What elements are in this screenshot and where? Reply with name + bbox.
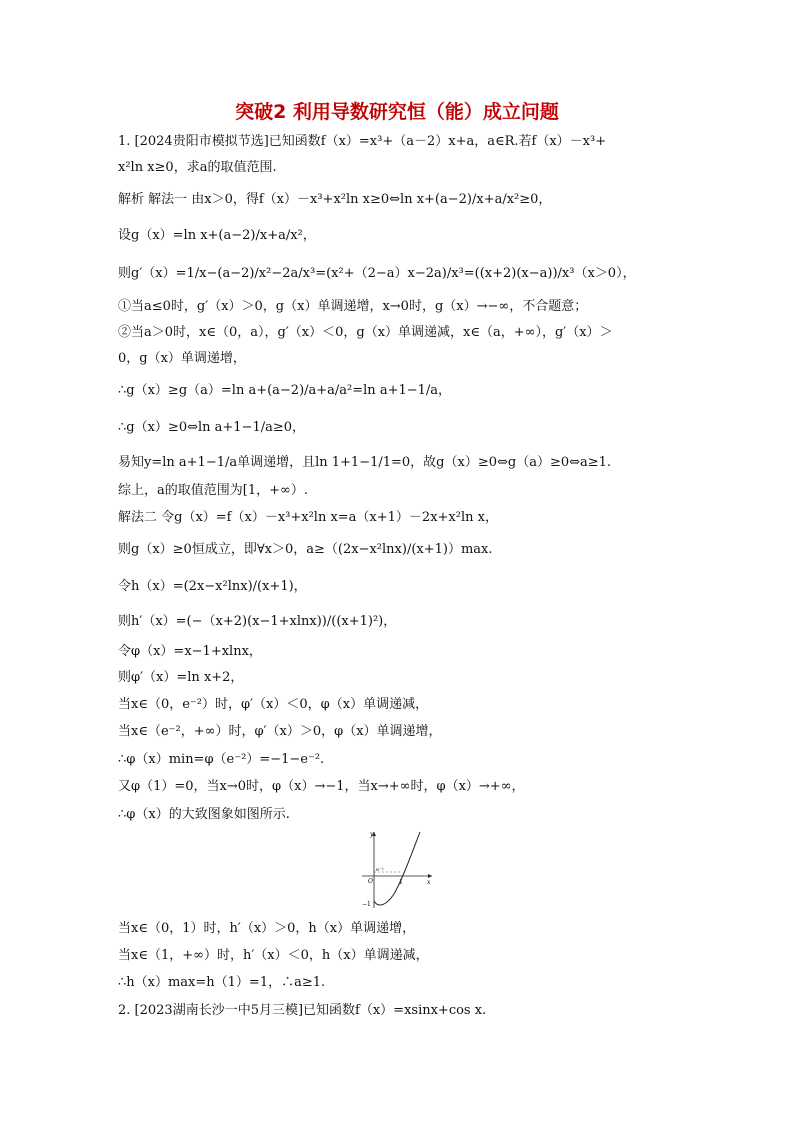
text-line: ∴g（x）≥0⇔ln a+1−1/a≥0， (118, 420, 306, 435)
tick-e-label: e⁻² (376, 867, 384, 873)
text-line: 当x∈（1，+∞）时，h′（x）＜0，h（x）单调递减， (118, 948, 429, 963)
phi-graph-figure (358, 828, 436, 910)
text-line: 当x∈（0，e⁻²）时，φ′（x）＜0，φ（x）单调递减， (118, 697, 429, 712)
text-line: 又φ（1）=0，当x→0时，φ（x）→−1，当x→+∞时，φ（x）→+∞， (118, 779, 525, 794)
text-line: 0，g（x）单调递增， (118, 351, 246, 366)
y-label: y (370, 831, 374, 838)
text-line: 则φ′（x）=ln x+2， (118, 670, 244, 685)
text-line: 当x∈（e⁻²，+∞）时，φ′（x）＞0，φ（x）单调递增， (118, 724, 442, 739)
x-label: x (427, 879, 431, 886)
text-line: 则h′（x）=(−（x+2)(x−1+xlnx))/((x+1)²)， (118, 614, 397, 629)
text-line: 设g（x）=ln x+(a−2)/x+a/x²， (118, 228, 316, 243)
text-line: 当x∈（0，1）时，h′（x）＞0，h（x）单调递增， (118, 921, 416, 936)
text-line: ∴h（x）max=h（1）=1，∴a≥1. (118, 975, 326, 990)
text-line: 则g（x）≥0恒成立，即∀x＞0，a≥（(2x−x²lnx)/(x+1)）max. (118, 542, 493, 557)
text-line: x²ln x≥0，求a的取值范围. (118, 160, 277, 175)
page-title: 突破2 利用导数研究恒（能）成立问题 (235, 101, 559, 123)
text-line: ①当a≤0时，g′（x）＞0，g（x）单调递增，x→0时，g（x）→−∞，不合题意； (118, 299, 588, 314)
text-line: ∴φ（x）的大致图象如图所示. (118, 807, 290, 822)
text-line: 令φ（x）=x−1+xlnx， (118, 644, 262, 659)
text-line: ②当a＞0时，x∈（0，a），g′（x）＜0，g（x）单调递减，x∈（a，+∞），g′（x）＞ (118, 325, 613, 340)
text-line: 解析 解法一 由x＞0，得f（x）－x³+x²ln x≥0⇔ln x+(a−2)/x+a/x²≥0， (118, 192, 552, 207)
tick-minus-one-label: −1 (362, 901, 371, 908)
text-line: 令h（x）=(2x−x²lnx)/(x+1)， (118, 579, 307, 594)
text-line: 综上，a的取值范围为[1，+∞）. (118, 483, 308, 498)
text-line: ∴φ（x）min=φ（e⁻²）=−1−e⁻². (118, 752, 325, 767)
origin-label: O (368, 878, 373, 885)
x-axis-arrow (428, 874, 432, 878)
text-line: 解法二 令g（x）=f（x）－x³+x²ln x=a（x+1）－2x+x²ln x， (118, 510, 498, 525)
text-line: 1. [2024贵阳市模拟节选]已知函数f（x）=x³+（a－2）x+a，a∈R.若f（x）－x³+ (118, 134, 607, 149)
text-line: 易知y=ln a+1−1/a单调递增，且ln 1+1−1/1=0，故g（x）≥0⇔g（a）≥0⇔a≥1. (118, 455, 612, 470)
text-line: 2. [2023湖南长沙一中5月三模]已知函数f（x）=xsinx+cos x. (118, 1003, 487, 1018)
text-line: 则g′（x）=1/x−(a−2)/x²−2a/x³=(x²+（2−a）x−2a)/x³=((x+2)(x−a))/x³（x＞0）， (118, 266, 636, 281)
tick-one-label: 1 (399, 879, 403, 886)
text-line: ∴g（x）≥g（a）=ln a+(a−2)/a+a/a²=ln a+1−1/a， (118, 383, 452, 398)
